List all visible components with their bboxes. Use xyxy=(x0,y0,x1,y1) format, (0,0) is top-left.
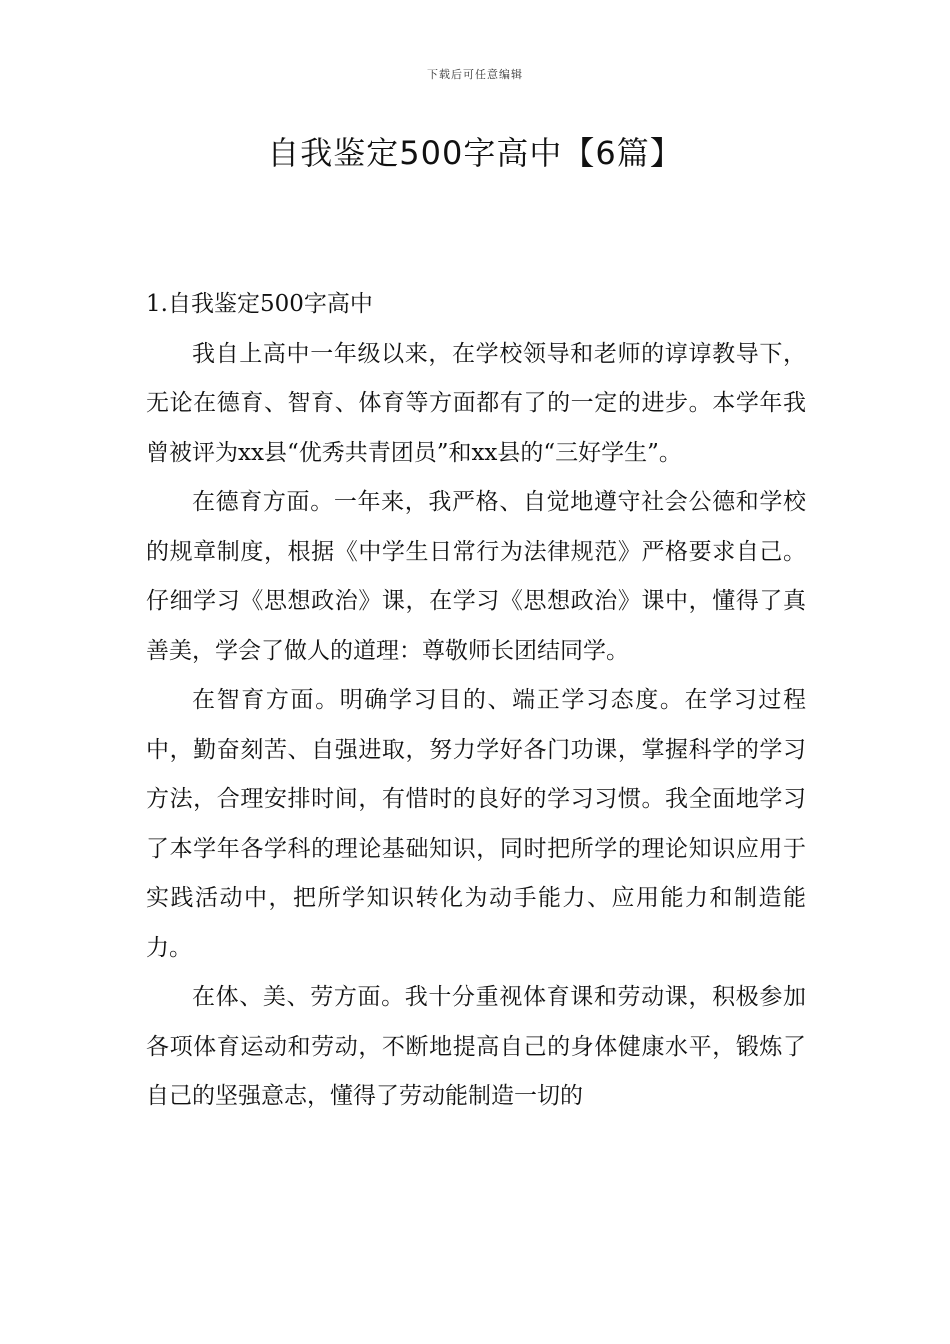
paragraph: 在智育方面。明确学习目的、端正学习态度。在学习过程中，勤奋刻苦、自强进取，努力学好各门功课，掌握科学的学习方法，合理安排时间，有惜时的良好的学习习惯。我全面地学习了本学年各学科的理论基础知识，同时把所学的理论知识应用于实践活动中，把所学知识转化为动手能力、应用能力和制造能力。 xyxy=(146,687,806,961)
paragraph: 在德育方面。一年来，我严格、自觉地遵守社会公德和学校的规章制度，根据《中学生日常行为法律规范》严格要求自己。仔细学习《思想政治》课，在学习《思想政治》课中，懂得了真善美，学会了做人的道理：尊敬师长团结同学。 xyxy=(146,489,806,664)
document-body xyxy=(146,280,806,1122)
header-note: 下载后可任意编辑 xyxy=(427,68,523,81)
paragraph: 在体、美、劳方面。我十分重视体育课和劳动课，积极参加各项体育运动和劳动，不断地提高自己的身体健康水平，锻炼了自己的坚强意志，懂得了劳动能制造一切的 xyxy=(146,984,806,1109)
document-title: 自我鉴定500字高中【6篇】 xyxy=(267,134,683,172)
section-heading: 1.自我鉴定500字高中 xyxy=(146,291,373,317)
paragraph: 我自上高中一年级以来，在学校领导和老师的谆谆教导下，无论在德育、智育、体育等方面都有了的一定的进步。本学年我曾被评为xx县“优秀共青团员”和xx县的“三好学生”。 xyxy=(146,340,806,466)
